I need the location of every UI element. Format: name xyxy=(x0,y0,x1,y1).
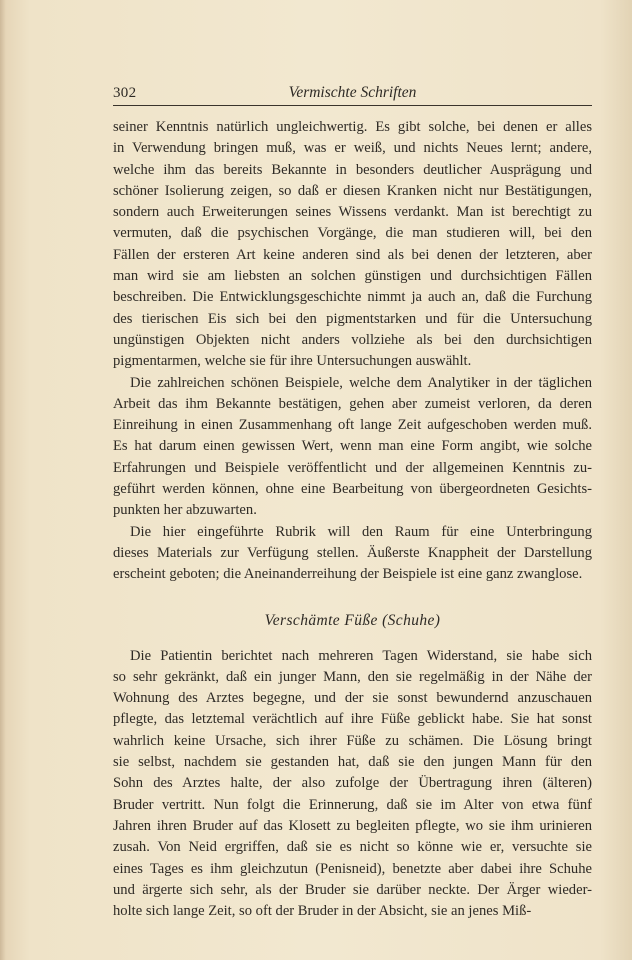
page-number: 302 xyxy=(113,85,137,101)
text-line: Die Patientin berichtet nach mehreren Tagen Widerstand, sie habe sich xyxy=(130,647,592,664)
text-line: dieses Materials zur Verfügung stellen. Äußerste Knappheit der Darstellung xyxy=(113,544,592,561)
running-title: Vermischte Schriften xyxy=(288,84,417,101)
text-line: sondern auch Erweiterungen seines Wissens verdankt. Man ist berechtigt zu xyxy=(113,204,592,221)
text-line: Jahren ihren Bruder auf das Klosett zu begleiten pflegte, wo sie ihm urinieren xyxy=(113,817,592,834)
book-page xyxy=(113,83,592,922)
text-line: erscheint geboten; die Aneinanderreihung der Beispiele ist eine ganz zwanglose. xyxy=(113,566,583,583)
text-line: Bruder vertritt. Nun folgt die Erinnerung, daß sie im Alter von etwa fünf xyxy=(113,796,592,813)
text-line: Die zahlreichen schönen Beispiele, welche dem Analytiker in der täglichen xyxy=(130,374,592,391)
text-line: beschreiben. Die Entwicklungsgeschichte nimmt ja auch an, daß die Furchung xyxy=(113,289,592,306)
section-heading: Verschämte Füße (Schuhe) xyxy=(264,611,441,629)
paragraph xyxy=(113,646,592,923)
text-line: eines Tages es ihm gleichzutun (Penisneid), benetzte aber dabei ihre Schuhe xyxy=(113,860,592,877)
section-body xyxy=(113,646,592,923)
text-line: schöner Isolierung zeigen, so daß er diesen Kranken nicht nur Bestätigungen, xyxy=(113,182,592,199)
paragraph xyxy=(113,117,592,373)
text-line: Einreihung in einen Zusammenhang oft lange Zeit aufgeschoben werden muß. xyxy=(113,417,592,434)
paragraph xyxy=(113,373,592,522)
text-line: und ärgerte sich sehr, als der Bruder sie darüber neckte. Der Ärger wieder- xyxy=(113,881,592,898)
text-line: Fällen der ersteren Art keine anderen sind als bei denen der letzteren, aber xyxy=(113,246,592,263)
text-line: welche ihm das bereits Bekannte in besonders deutlicher Ausprägung und xyxy=(113,161,592,178)
text-line: Sohn des Arztes halte, der also zufolge der Übertragung ihren (älteren) xyxy=(113,775,592,792)
intro-text xyxy=(113,117,592,586)
text-line: Es hat darum einen gewissen Wert, wenn man eine Form angibt, wie solche xyxy=(113,438,592,455)
text-line: in Verwendung bringen muß, was er weiß, und nichts Neues lernt; andere, xyxy=(113,140,592,157)
text-line: ungünstigen Objekten nicht anders vollziehe als bei den durchsichtigen xyxy=(113,331,592,348)
text-line: des tierischen Eis sich bei den pigmentstarken und für die Untersuchung xyxy=(113,310,592,327)
text-line: seiner Kenntnis natürlich ungleichwertig. Es gibt solche, bei denen er alles xyxy=(113,119,592,135)
text-line: Arbeit das ihm Bekannte bestätigen, gehen aber zumeist verloren, da deren xyxy=(113,395,592,412)
text-line: Erfahrungen und Beispiele veröffentlicht und der allgemeinen Kenntnis zu- xyxy=(113,459,592,476)
text-line: punkten her abzuwarten. xyxy=(113,502,257,519)
text-line: pflegte, das letztemal verächtlich auf ihre Füße geblickt habe. Sie hat sonst xyxy=(113,711,592,728)
text-line: man wird sie am liebsten an solchen günstigen und durchsichtigen Fällen xyxy=(113,268,592,285)
text-line: holte sich lange Zeit, so oft der Bruder in der Absicht, sie an jenes Miß- xyxy=(113,903,532,920)
text-line: so sehr gekränkt, daß ein junger Mann, den sie regelmäßig in der Nähe der xyxy=(113,668,592,685)
text-line: vermuten, daß die psychischen Vorgänge, die man studieren will, bei den xyxy=(113,225,592,242)
text-line: zusah. Von Neid ergriffen, daß sie es nicht so könne wie er, versuchte sie xyxy=(113,839,592,856)
text-line: geführt werden können, ohne eine Bearbeitung von übergeordneten Gesichts- xyxy=(113,481,592,498)
text-line: sie selbst, nachdem sie gestanden hat, daß sie den jungen Mann für den xyxy=(113,754,592,771)
paragraph xyxy=(113,522,592,586)
text-line: Die hier eingeführte Rubrik will den Raum für eine Unterbringung xyxy=(130,523,592,540)
text-line: Wohnung des Arztes begegne, und der sie sonst bewundernd anzuschauen xyxy=(113,690,592,707)
text-line: wahrlich keine Ursache, sich ihrer Füße zu schämen. Die Lösung bringt xyxy=(113,732,592,749)
text-line: pigmentarmen, welche sie für ihre Untersuchungen auswählt. xyxy=(113,353,472,370)
running-head xyxy=(113,83,592,106)
